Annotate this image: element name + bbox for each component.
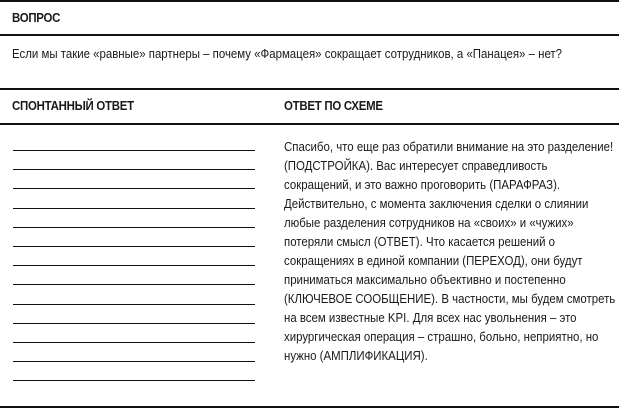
answer-line bbox=[13, 380, 255, 381]
answer-line bbox=[13, 150, 255, 151]
scheme-answer-text: Спасибо, что еще раз обратили внимание на это разделение! (ПОДСТРОЙКА). Вас интересует справедливость сокращений, и это важно проговорить (ПАРАФРАЗ). Действительно, с момента заключения сделки о слиянии любые разделения сотрудников на «своих» и «чужих» потеряли смысл (ОТВЕТ). Что касается решений о сокращениях в единой компании (ПЕРЕХОД), они будут приниматься максимально объективно и постепенно (КЛЮЧЕВОЕ СООБЩЕНИЕ). В частности, мы будем смотреть на всем известные KPI. Для всех нас увольнения – это хирургическая операция – страшно, больно, неприятно, но нужно (АМПЛИФИКАЦИЯ). bbox=[284, 139, 616, 363]
spontaneous-answer-label: СПОНТАННЫЙ ОТВЕТ bbox=[12, 98, 134, 113]
rule-after-question-label bbox=[0, 34, 619, 36]
rule-after-question bbox=[0, 88, 619, 90]
answer-line bbox=[13, 361, 255, 362]
scheme-answer-label: ОТВЕТ ПО СХЕМЕ bbox=[284, 98, 383, 113]
top-rule bbox=[0, 0, 619, 2]
answer-line bbox=[13, 342, 255, 343]
question-text: Если мы такие «равные» партнеры – почему «Фармацея» сокращает сотрудников, а «Панацея» – нет? bbox=[12, 46, 563, 61]
answer-line bbox=[13, 227, 255, 228]
answer-line bbox=[13, 208, 255, 209]
answer-line bbox=[13, 246, 255, 247]
question-label: ВОПРОС bbox=[12, 10, 61, 25]
rule-after-column-headers bbox=[0, 123, 619, 125]
answer-line bbox=[13, 188, 255, 189]
answer-line bbox=[13, 304, 255, 305]
answer-line bbox=[13, 323, 255, 324]
answer-line bbox=[13, 284, 255, 285]
answer-line bbox=[13, 265, 255, 266]
answer-line bbox=[13, 169, 255, 170]
